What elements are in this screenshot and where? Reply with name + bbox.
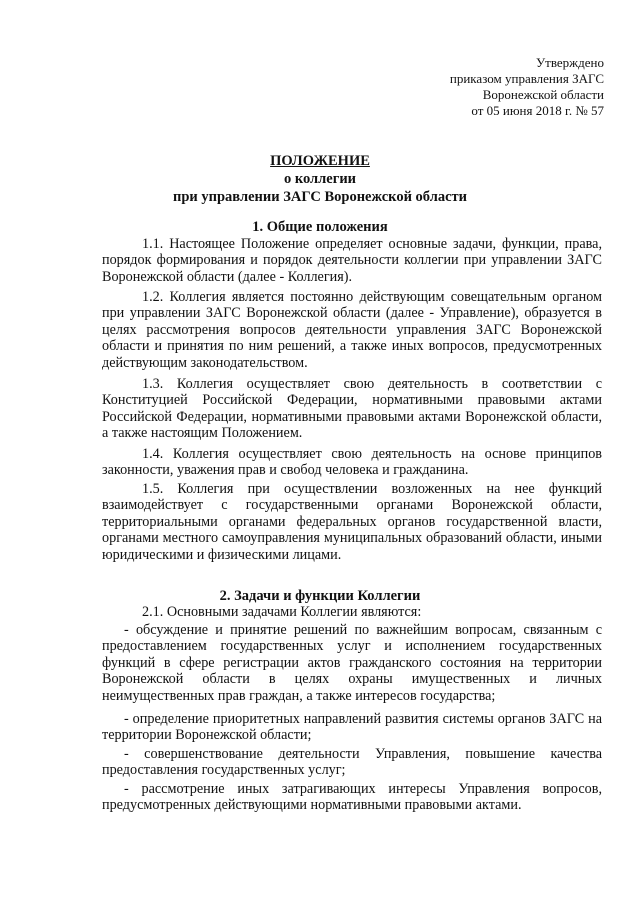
title-main: ПОЛОЖЕНИЕ (270, 153, 370, 169)
document-title (80, 152, 560, 206)
task-bullet-4: - рассмотрение иных затрагивающих интересы Управления вопросов, предусмотренных действующими нормативными правовыми актами. (102, 781, 602, 814)
paragraph-1-2: 1.2. Коллегия является постоянно действующим совещательным органом при управлении ЗАГС Воронежской области (далее - Управление), образуется в целях рассмотрения вопросов деятельности управления ЗАГС Воронежской области и принятия по ним решений, а также иных вопросов, предусмотренных действующим законодательством. (102, 289, 602, 371)
title-sub-1: о коллегии (283, 171, 357, 187)
task-bullet-2: - определение приоритетных направлений развития системы органов ЗАГС на территории Воронежской области; (102, 711, 602, 744)
approval-line-3: Воронежской области (482, 87, 604, 102)
paragraph-1-4: 1.4. Коллегия осуществляет свою деятельность на основе принципов законности, уважения прав и свобод человека и гражданина. (102, 446, 602, 479)
paragraph-1-1: 1.1. Настоящее Положение определяет основные задачи, функции, права, порядок формирования и порядок деятельности коллегии при управлении ЗАГС Воронежской области (далее - Коллегия). (102, 236, 602, 285)
approval-line-2: приказом управления ЗАГС (449, 71, 604, 86)
title-sub-2: при управлении ЗАГС Воронежской области (172, 189, 467, 205)
approval-line-4: от 05 июня 2018 г. № 57 (471, 103, 604, 118)
section-2-heading: 2. Задачи и функции Коллегии (219, 588, 421, 604)
task-bullet-1: - обсуждение и принятие решений по важнейшим вопросам, связанным с предоставлением государственных услуг и исполнением государственных функций в сфере регистрации актов гражданского состояния на территории Воронежской области в целях охраны имущественных и личных неимущественных прав граждан, а также интересов государства; (102, 622, 602, 704)
section-1-heading: 1. Общие положения (252, 219, 388, 235)
paragraph-1-5: 1.5. Коллегия при осуществлении возложенных на нее функций взаимодействует с государственными органами Воронежской области, территориальными органами федеральных органов государственной власти, органами местного самоуправления муниципальных образований области, иными юридическими и физическими лицами. (102, 481, 602, 563)
approval-stamp (364, 55, 604, 119)
approval-line-1: Утверждено (535, 55, 604, 70)
task-bullet-3: - совершенствование деятельности Управления, повышение качества предоставления государственных услуг; (102, 746, 602, 779)
paragraph-2-1: 2.1. Основными задачами Коллегии являются: (142, 604, 422, 620)
paragraph-1-3: 1.3. Коллегия осуществляет свою деятельность в соответствии с Конституцией Российской Федерации, нормативными правовыми актами Российской Федерации, нормативными правовыми актами Воронежской области, а также настоящим Положением. (102, 376, 602, 442)
